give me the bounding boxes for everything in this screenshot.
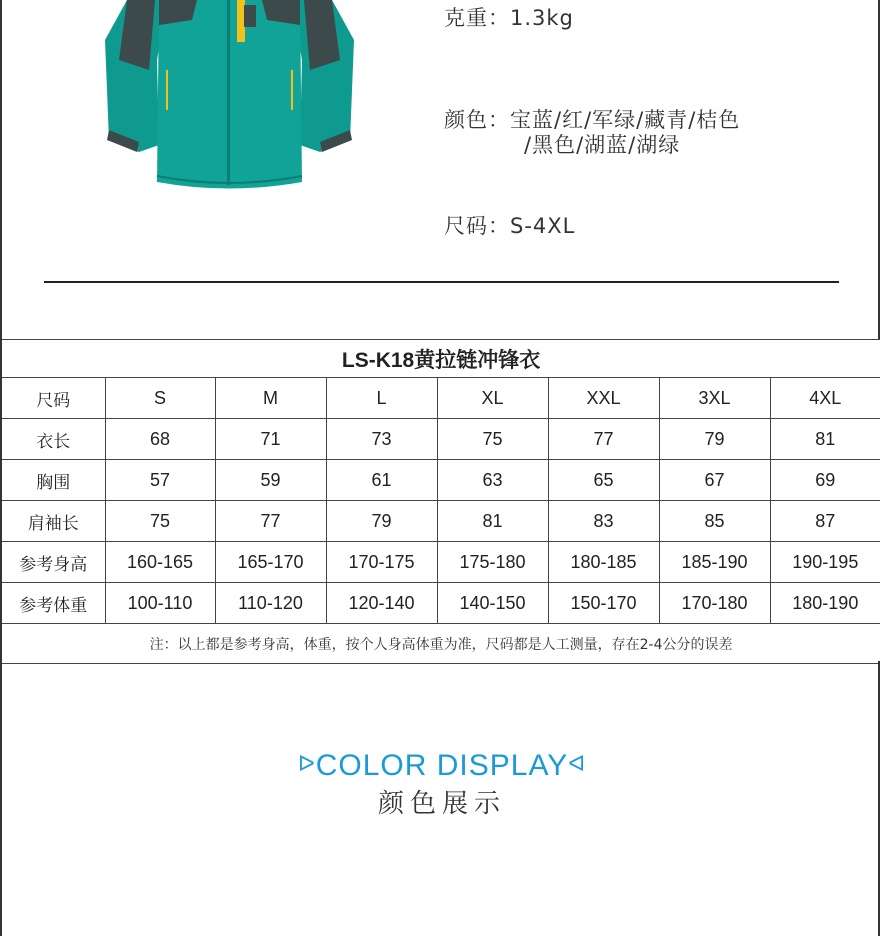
- product-spec-section: [0, 0, 880, 340]
- spec-size: 尺码：S-4XL: [444, 214, 576, 238]
- table-cell: 83: [548, 501, 659, 542]
- size-table-section: [0, 339, 880, 664]
- table-cell: 175-180: [437, 542, 548, 583]
- table-cell: 67: [659, 460, 770, 501]
- table-cell: 75: [437, 419, 548, 460]
- jacket-product-image: [97, 0, 362, 195]
- table-cell: 120-140: [326, 583, 437, 624]
- table-cell: 69: [770, 460, 880, 501]
- table-cell: 79: [326, 501, 437, 542]
- table-header-cell: S: [105, 378, 215, 419]
- table-cell: 81: [437, 501, 548, 542]
- table-header-cell: M: [215, 378, 326, 419]
- color-display-section: [0, 661, 880, 936]
- table-cell: 79: [659, 419, 770, 460]
- table-cell: 75: [105, 501, 215, 542]
- row-label: 参考身高: [1, 542, 105, 583]
- table-row: [1, 460, 880, 501]
- table-row: [1, 419, 880, 460]
- table-header-cell: L: [326, 378, 437, 419]
- table-cell: 73: [326, 419, 437, 460]
- color-display-heading: [2, 749, 880, 783]
- divider: [44, 281, 839, 283]
- table-cell: 185-190: [659, 542, 770, 583]
- table-cell: 63: [437, 460, 548, 501]
- table-cell: 170-180: [659, 583, 770, 624]
- bow-left-icon: ᐅ: [297, 751, 316, 777]
- row-label: 胸围: [1, 460, 105, 501]
- table-cell: 110-120: [215, 583, 326, 624]
- table-header-cell: XL: [437, 378, 548, 419]
- table-cell: 77: [548, 419, 659, 460]
- table-cell: 100-110: [105, 583, 215, 624]
- table-cell: 150-170: [548, 583, 659, 624]
- table-cell: 140-150: [437, 583, 548, 624]
- spec-colors-line2: /黑色/湖蓝/湖绿: [524, 133, 681, 157]
- spec-weight: 克重：1.3kg: [444, 6, 574, 30]
- table-cell: 71: [215, 419, 326, 460]
- table-cell: 81: [770, 419, 880, 460]
- table-cell: 180-185: [548, 542, 659, 583]
- table-cell: 160-165: [105, 542, 215, 583]
- color-display-english: COLOR DISPLAY: [315, 749, 569, 782]
- table-cell: 68: [105, 419, 215, 460]
- table-title: LS-K18黄拉链冲锋衣: [1, 340, 880, 378]
- table-header-label: 尺码: [1, 378, 105, 419]
- table-cell: 85: [659, 501, 770, 542]
- table-title-row: [1, 340, 880, 378]
- table-cell: 65: [548, 460, 659, 501]
- row-label: 衣长: [1, 419, 105, 460]
- bow-right-icon: ᐊ: [568, 751, 587, 777]
- table-header-row: [1, 378, 880, 419]
- spec-colors-line1: 颜色：宝蓝/红/军绿/藏青/桔色: [444, 108, 741, 132]
- table-note-row: [1, 624, 880, 664]
- table-row: [1, 583, 880, 624]
- table-cell: 59: [215, 460, 326, 501]
- table-header-cell: XXL: [548, 378, 659, 419]
- table-header-cell: 4XL: [770, 378, 880, 419]
- table-cell: 61: [326, 460, 437, 501]
- table-cell: 180-190: [770, 583, 880, 624]
- table-cell: 165-170: [215, 542, 326, 583]
- table-note: 注：以上都是参考身高，体重，按个人身高体重为准，尺码都是人工测量，存在2-4公分的误差: [1, 624, 880, 664]
- row-label: 参考体重: [1, 583, 105, 624]
- table-cell: 190-195: [770, 542, 880, 583]
- row-label: 肩袖长: [1, 501, 105, 542]
- table-cell: 57: [105, 460, 215, 501]
- table-row: [1, 501, 880, 542]
- table-cell: 87: [770, 501, 880, 542]
- size-table: [0, 339, 880, 664]
- table-header-cell: 3XL: [659, 378, 770, 419]
- color-display-chinese: 颜色展示: [377, 789, 506, 819]
- table-cell: 170-175: [326, 542, 437, 583]
- table-row: [1, 542, 880, 583]
- table-cell: 77: [215, 501, 326, 542]
- spec-colors: [444, 108, 740, 158]
